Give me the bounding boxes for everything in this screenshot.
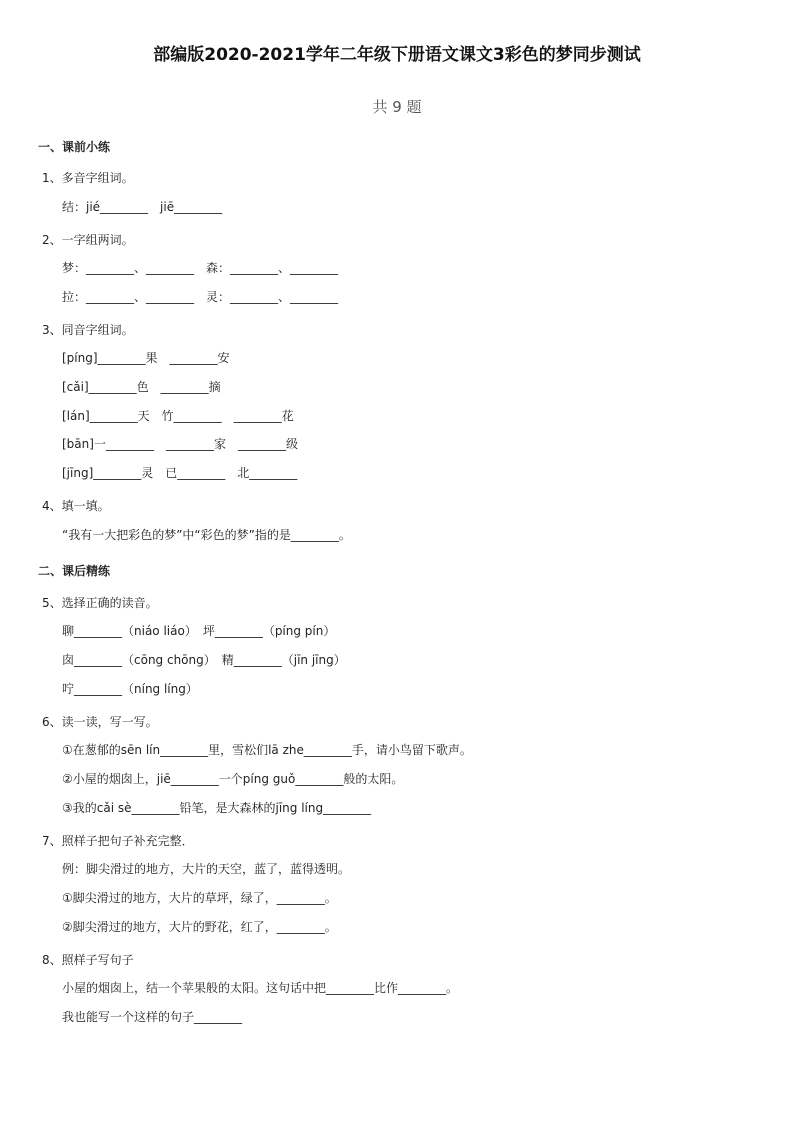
line-29: 我也能写一个这样的句子________ bbox=[62, 1010, 243, 1024]
line-24: 例：脚尖滑过的地方，大片的天空，蓝了，蓝得透明。 bbox=[62, 862, 351, 876]
line-14: 二、课后精练 bbox=[38, 564, 111, 578]
line-16: 聊________（niáo liáo） 坪________（píng pín） bbox=[62, 624, 336, 638]
line-13: “我有一大把彩色的梦”中“彩色的梦”指的是________。 bbox=[62, 528, 351, 542]
line-18: 咛________（níng líng） bbox=[62, 682, 198, 696]
line-19: 6、读一读，写一写。 bbox=[42, 715, 158, 729]
line-22: ③我的cǎi sè________铅笔，是大森林的jīng líng________ bbox=[62, 801, 372, 815]
line-28: 小屋的烟囱上，结一个苹果般的太阳。这句话中把________比作________。 bbox=[62, 981, 459, 995]
line-1: 1、多音字组词。 bbox=[42, 171, 134, 185]
line-7: [píng]________果 ________安 bbox=[62, 351, 230, 365]
line-9: [lán]________天 竹________ ________花 bbox=[62, 409, 294, 423]
question-count: 共 9 题 bbox=[372, 98, 422, 116]
line-21: ②小屋的烟囱上，jiē________一个píng guǒ________般的太阳。 bbox=[62, 772, 404, 786]
line-5: 拉：________、________ 灵：________、________ bbox=[62, 290, 339, 304]
line-0: 一、课前小练 bbox=[38, 140, 111, 154]
line-6: 3、同音字组词。 bbox=[42, 323, 134, 337]
line-3: 2、一字组两词。 bbox=[42, 233, 134, 247]
line-27: 8、照样子写句子 bbox=[42, 953, 134, 967]
line-2: 结：jié________ jiē________ bbox=[62, 200, 223, 214]
line-20: ①在葱郁的sēn lín________里，雪松们lā zhe________手，请小鸟留下歌声。 bbox=[62, 743, 472, 757]
line-25: ①脚尖滑过的地方，大片的草坪，绿了，________。 bbox=[62, 891, 337, 905]
line-26: ②脚尖滑过的地方，大片的野花，红了，________。 bbox=[62, 920, 337, 934]
line-11: [jīng]________灵 已________ 北________ bbox=[62, 466, 298, 480]
line-12: 4、填一填。 bbox=[42, 499, 110, 513]
line-23: 7、照样子把句子补充完整． bbox=[42, 834, 194, 848]
line-17: 囱________（cōng chōng） 精________（jīn jīng） bbox=[62, 653, 346, 667]
document-title: 部编版2020-2021学年二年级下册语文课文3彩色的梦同步测试 bbox=[153, 45, 641, 65]
line-15: 5、选择正确的读音。 bbox=[42, 596, 158, 610]
line-10: [bān]一________ ________家 ________级 bbox=[62, 437, 298, 451]
line-4: 梦：________、________ 森：________、________ bbox=[62, 261, 339, 275]
line-8: [cǎi]________色 ________摘 bbox=[62, 380, 221, 394]
